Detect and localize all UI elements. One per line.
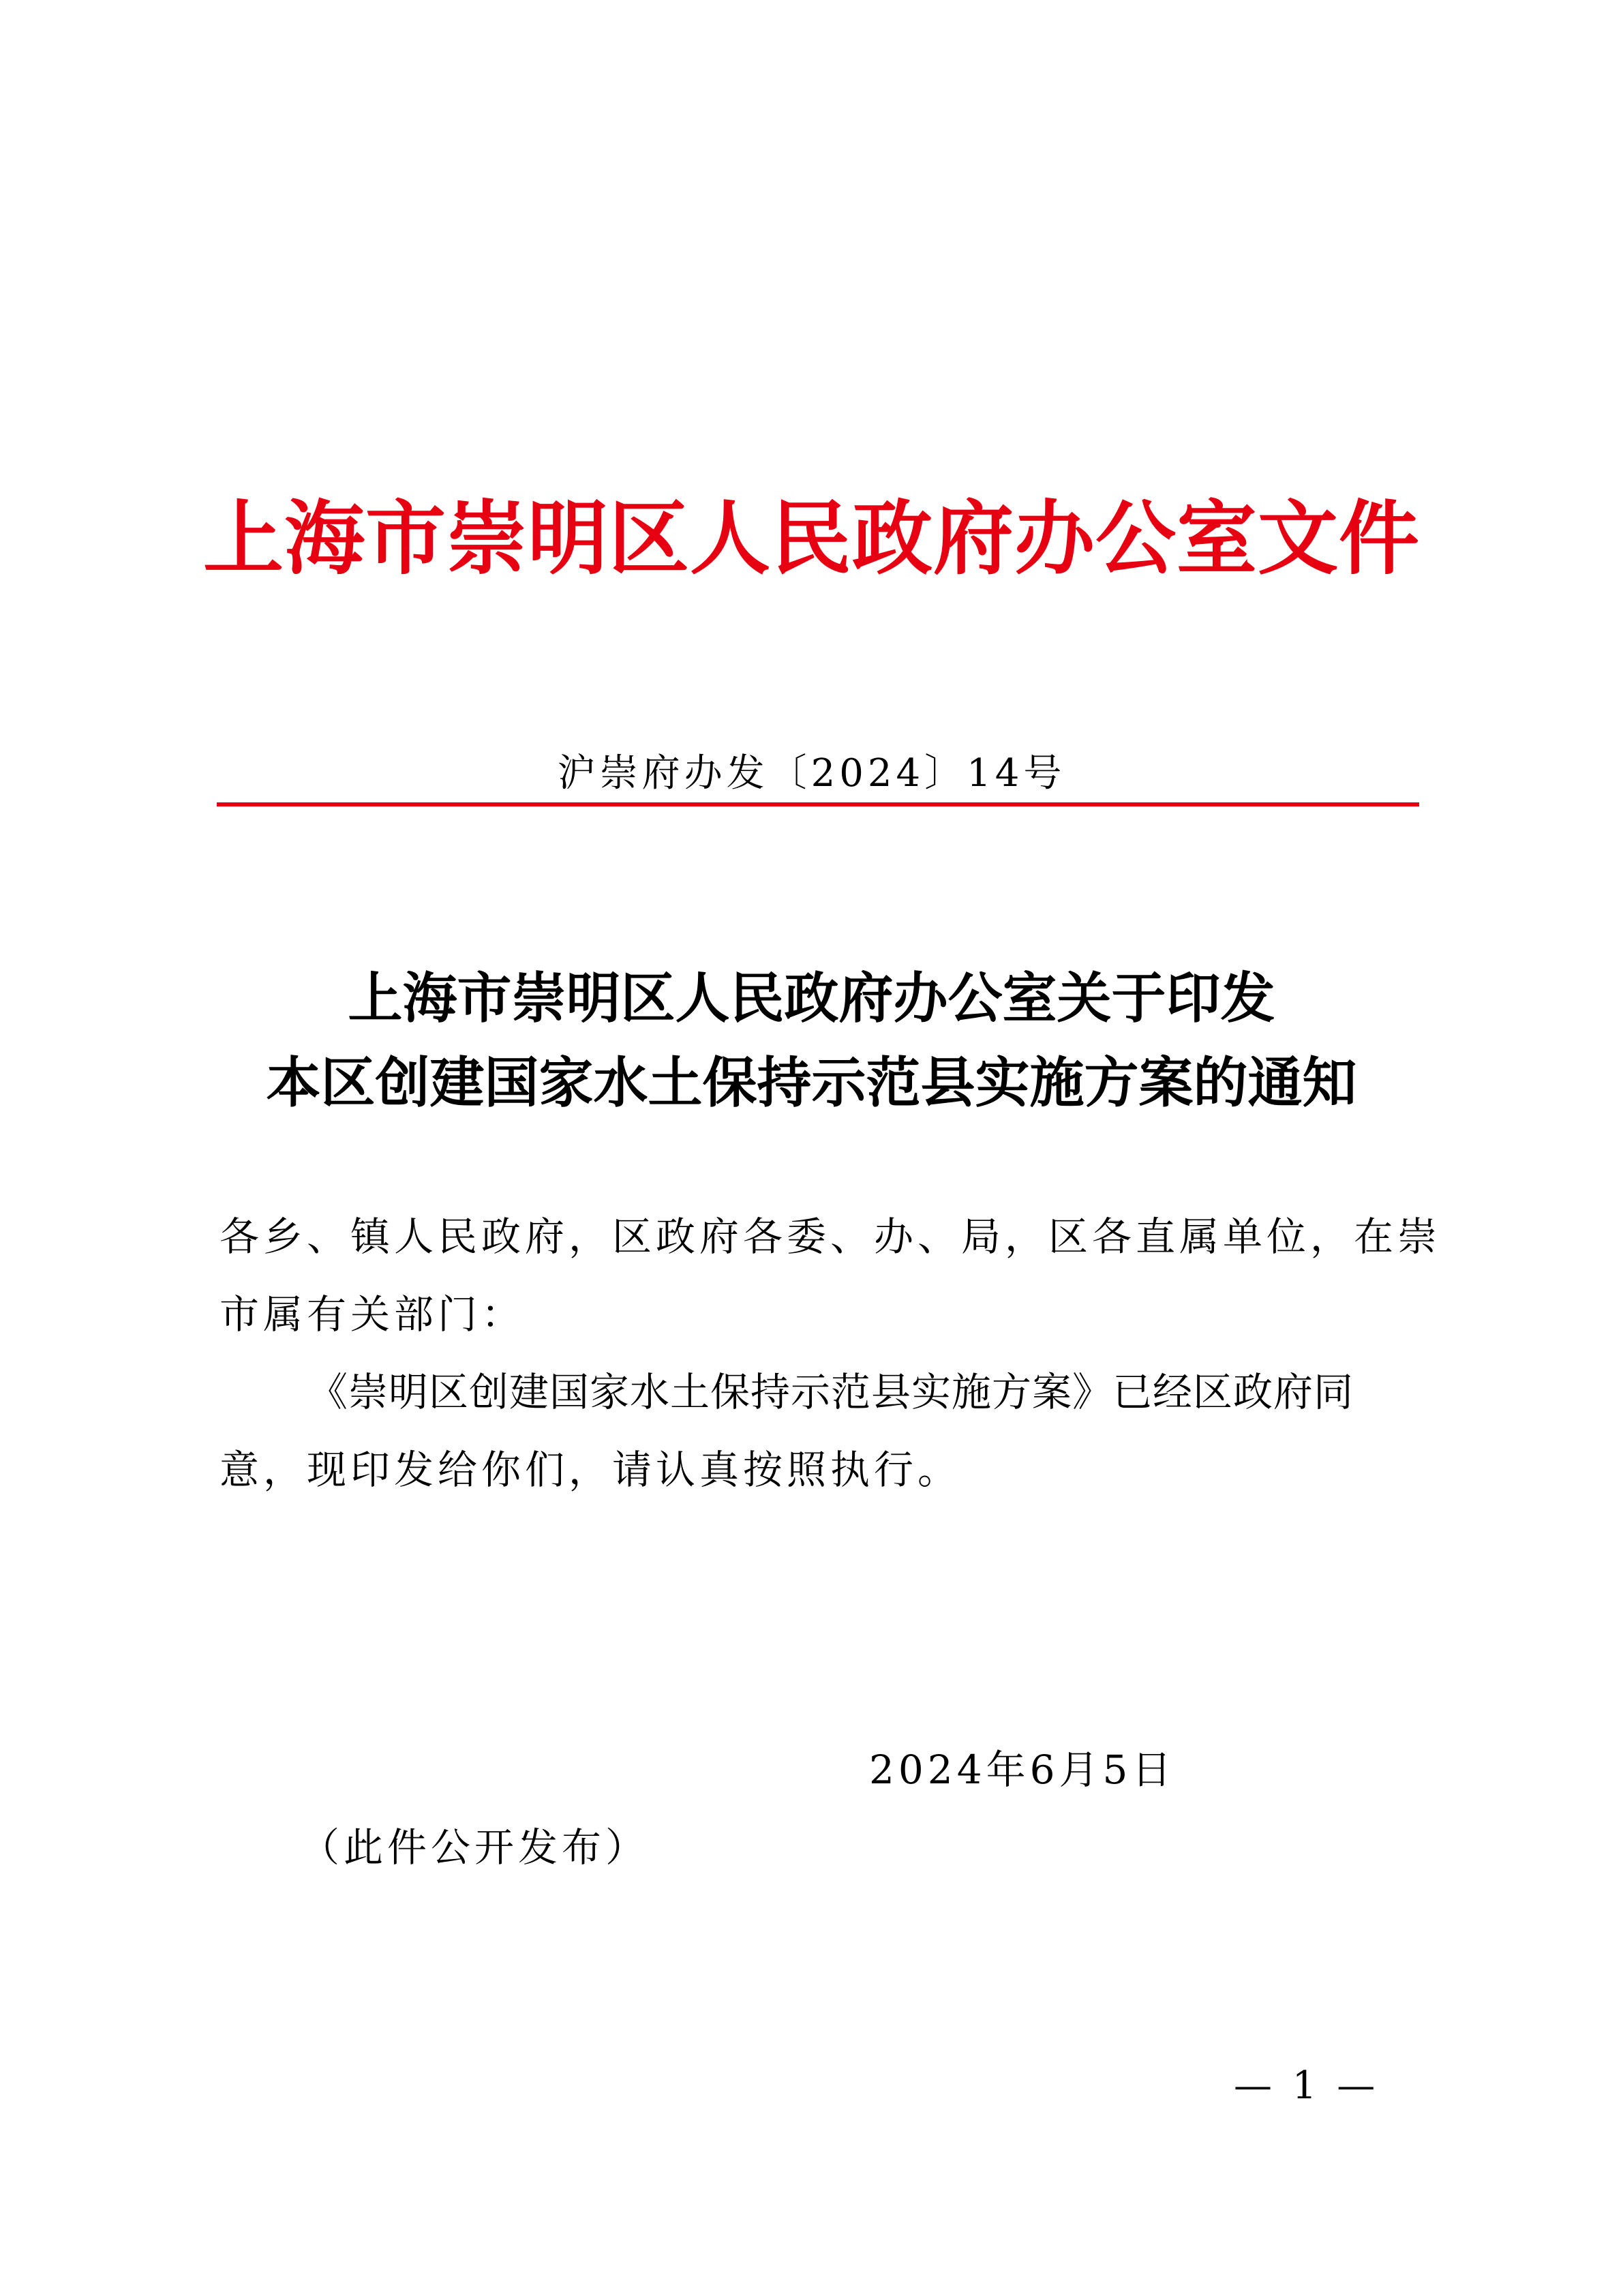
disclosure-note: （此件公开发布） <box>300 1824 650 1871</box>
issue-date: 2024年6月5日 <box>869 1747 1176 1793</box>
document-number: 沪崇府办发〔2024〕14号 <box>557 751 1066 796</box>
document-title-line-2: 本区创建国家水土保持示范县实施方案的通知 <box>266 1051 1357 1115</box>
page-number: — 1 — <box>1234 2064 1380 2108</box>
addressee-line-2: 市属有关部门： <box>219 1291 526 1338</box>
document-masthead: 上海市崇明区人民政府办公室文件 <box>203 491 1421 586</box>
body-paragraph-line-1: 《崇明区创建国家水土保持示范县实施方案》已经区政府同 <box>308 1369 1354 1415</box>
red-separator-line <box>217 802 1419 806</box>
document-title-line-1: 上海市崇明区人民政府办公室关于印发 <box>348 966 1275 1030</box>
addressee-line-1: 各乡、镇人民政府，区政府各委、办、局，区各直属单位，在崇 <box>219 1213 1442 1260</box>
body-paragraph-line-2: 意，现印发给你们，请认真按照执行。 <box>219 1447 962 1493</box>
